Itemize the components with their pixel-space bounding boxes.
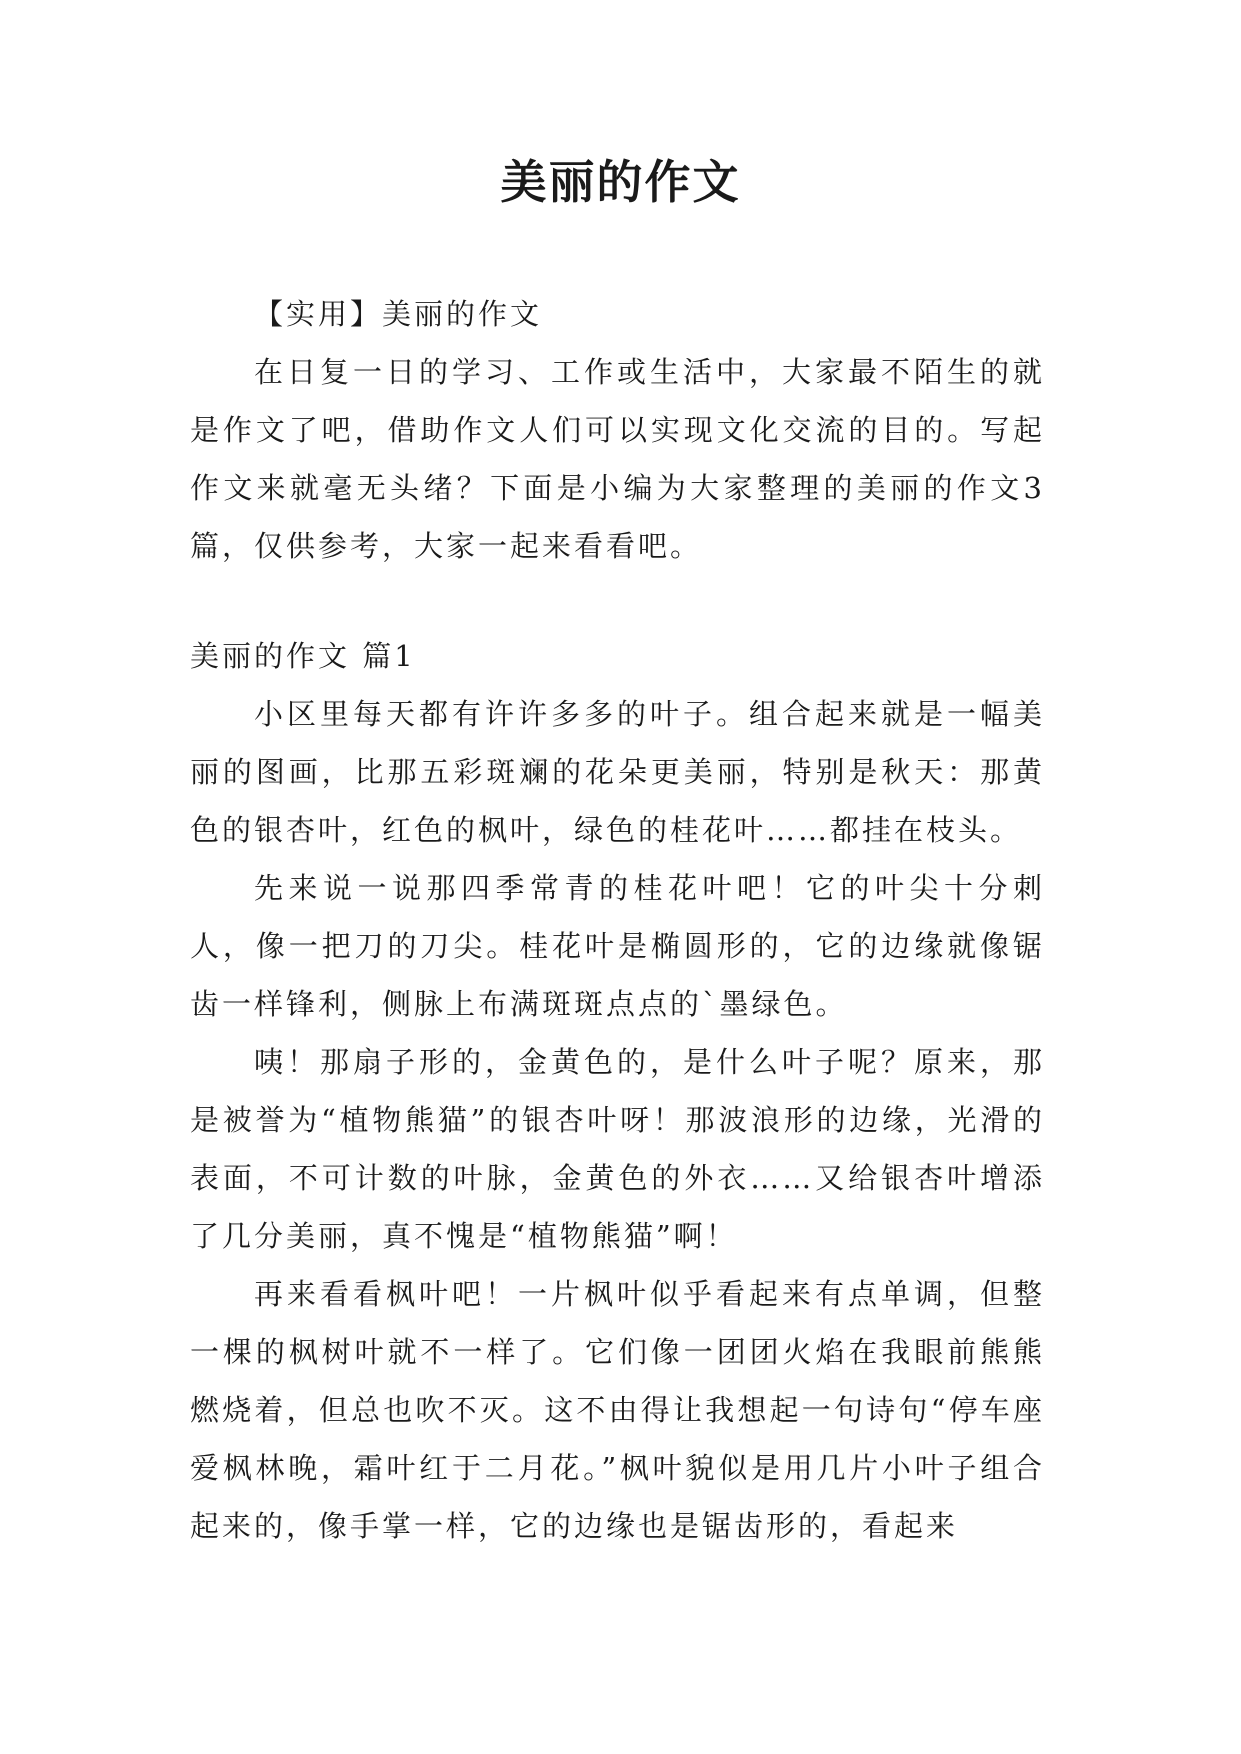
section-1-heading: 美丽的作文 篇1 bbox=[190, 639, 416, 673]
intro-paragraph: 在日复一日的学习、工作或生活中，大家最不陌生的就是作文了吧，借助作文人们可以实现文化交流的目的。写起作文来就毫无头绪？下面是小编为大家整理的美丽的作文3篇，仅供参考，大家一起来看看吧。 bbox=[190, 355, 1045, 563]
section-1-paragraph: 小区里每天都有许许多多的叶子。组合起来就是一幅美丽的图画，比那五彩斑斓的花朵更美丽，特别是秋天：那黄色的银杏叶，红色的枫叶，绿色的桂花叶……都挂在枝头。 bbox=[190, 697, 1045, 847]
section-1-paragraph: 再来看看枫叶吧！一片枫叶似乎看起来有点单调，但整一棵的枫树叶就不一样了。它们像一团团火焰在我眼前熊熊燃烧着，但总也吹不灭。这不由得让我想起一句诗句“停车座爱枫林晚，霜叶红于二月花。”枫叶貌似是用几片小叶子组合起来的，像手掌一样，它的边缘也是锯齿形的，看起来 bbox=[190, 1277, 1045, 1543]
document-title: 美丽的作文 bbox=[500, 155, 741, 209]
intro-heading: 【实用】美丽的作文 bbox=[254, 297, 543, 331]
section-1-paragraph: 咦！那扇子形的，金黄色的，是什么叶子呢？原来，那是被誉为“植物熊猫”的银杏叶呀！那波浪形的边缘，光滑的表面，不可计数的叶脉，金黄色的外衣……又给银杏叶增添了几分美丽，真不愧是“植物熊猫”啊！ bbox=[190, 1045, 1045, 1253]
section-1-paragraph: 先来说一说那四季常青的桂花叶吧！它的叶尖十分刺人，像一把刀的刀尖。桂花叶是椭圆形的，它的边缘就像锯齿一样锋利，侧脉上布满斑斑点点的`墨绿色。 bbox=[190, 871, 1045, 1021]
document-body bbox=[190, 285, 1045, 1555]
